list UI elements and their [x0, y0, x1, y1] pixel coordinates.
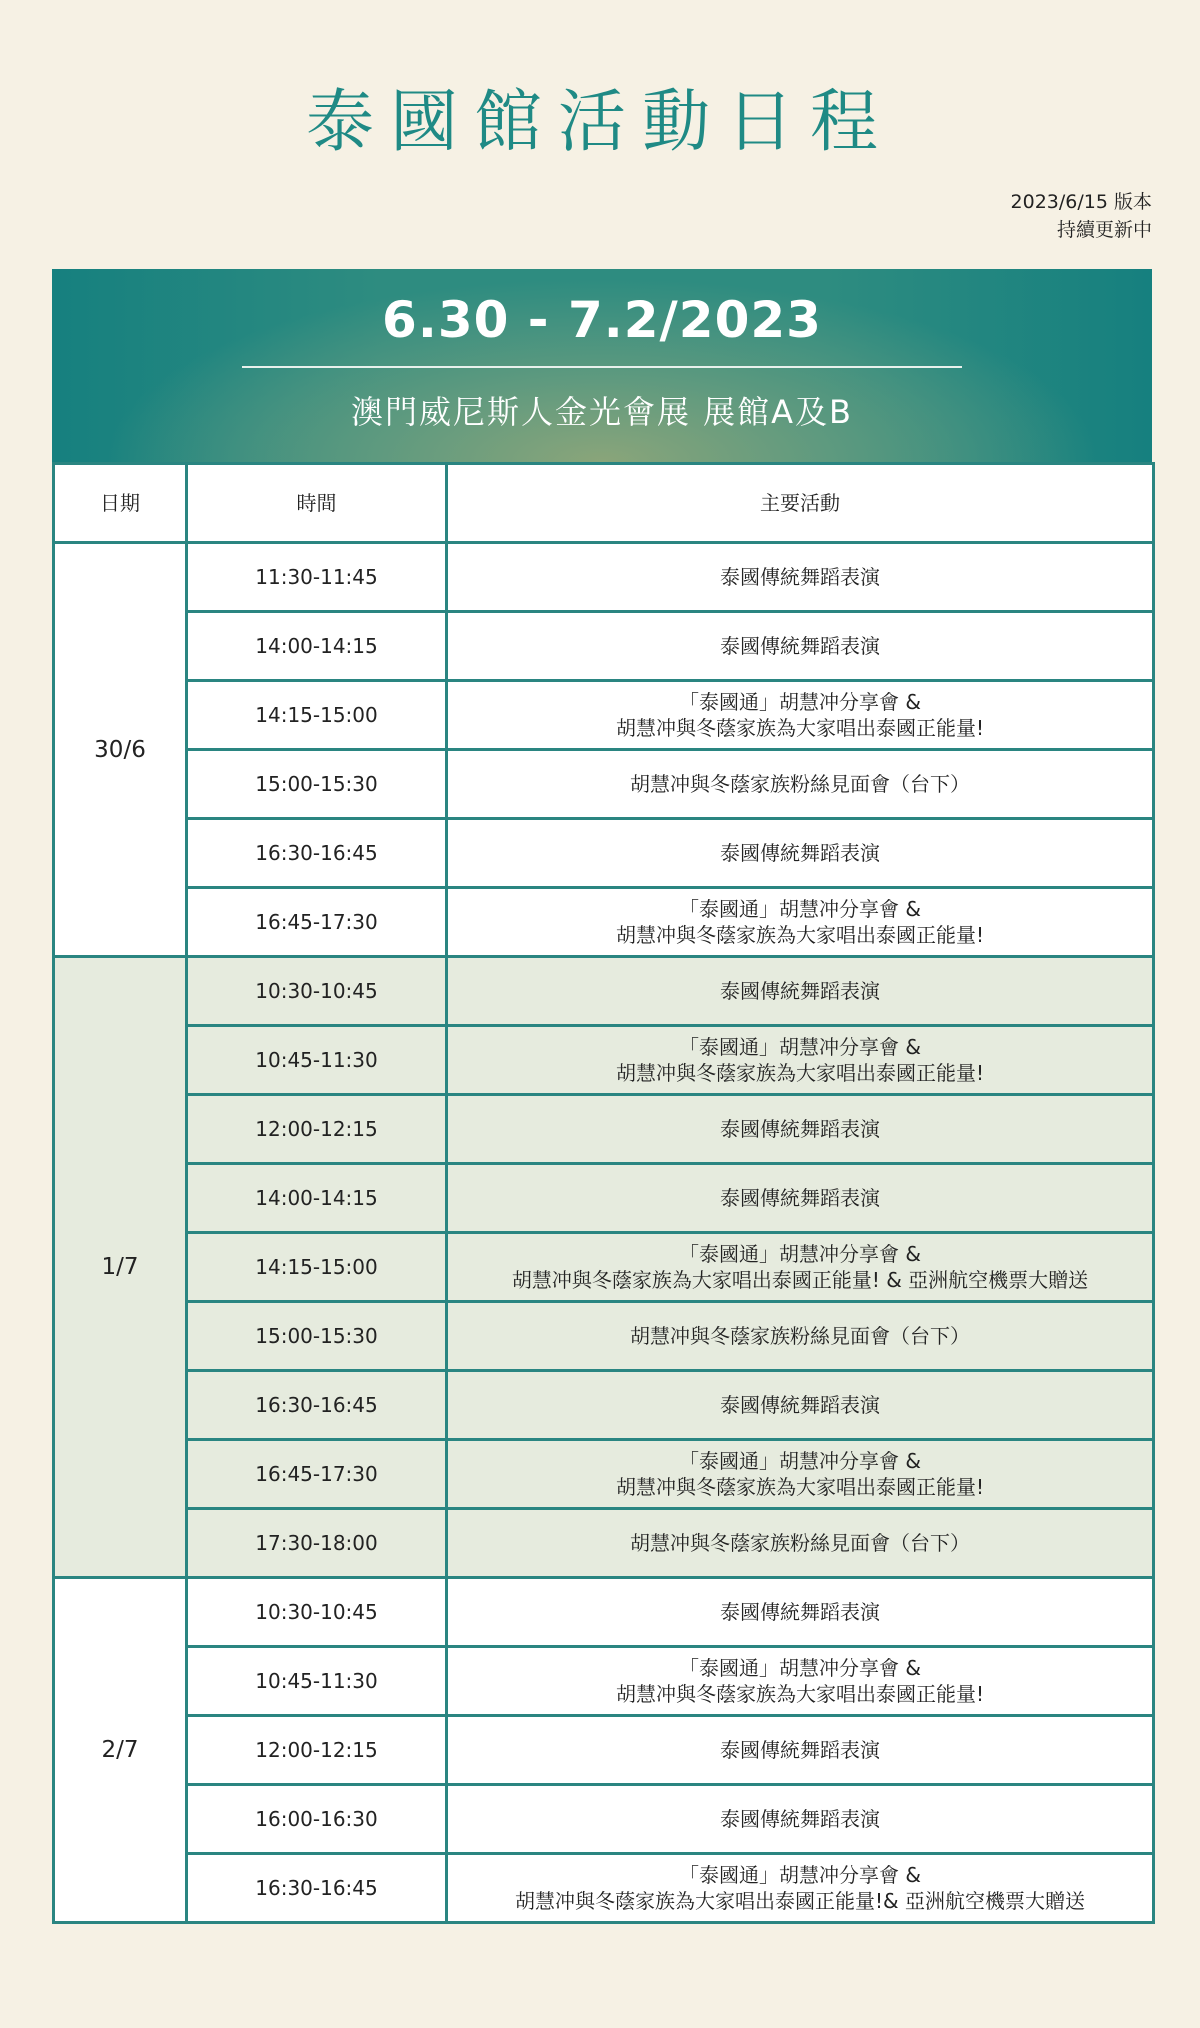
table-row: [54, 750, 1154, 819]
activity-line: 胡慧冲與冬蔭家族為大家唱出泰國正能量! & 亞洲航空機票大贈送: [511, 1268, 1089, 1292]
activity-cell: [447, 1095, 1154, 1164]
activity-line: 泰國傳統舞蹈表演: [720, 1807, 880, 1831]
time-cell: 14:00-14:15: [187, 1164, 447, 1233]
date-cell: 2/7: [54, 1578, 187, 1923]
activity-line: 「泰國通」胡慧冲分享會 &: [679, 1242, 921, 1266]
table-row: [54, 1440, 1154, 1509]
time-cell: 12:00-12:15: [187, 1095, 447, 1164]
table-row: [54, 957, 1154, 1026]
activity-line: 泰國傳統舞蹈表演: [720, 1738, 880, 1762]
activity-line: 胡慧冲與冬蔭家族為大家唱出泰國正能量!: [615, 1061, 985, 1085]
activity-line: 「泰國通」胡慧冲分享會 &: [679, 897, 921, 921]
table-row: [54, 1302, 1154, 1371]
time-cell: 14:15-15:00: [187, 1233, 447, 1302]
date-cell: 30/6: [54, 543, 187, 957]
activity-line: 胡慧冲與冬蔭家族粉絲見面會（台下）: [630, 1324, 970, 1348]
page-title: 泰國館活動日程: [305, 83, 894, 162]
activity-cell: [447, 1233, 1154, 1302]
time-cell: 14:15-15:00: [187, 681, 447, 750]
time-cell: 15:00-15:30: [187, 1302, 447, 1371]
activity-line: 「泰國通」胡慧冲分享會 &: [679, 1863, 921, 1887]
table-row: [54, 1371, 1154, 1440]
activity-cell: [447, 1854, 1154, 1923]
table-row: [54, 819, 1154, 888]
activity-cell: [447, 750, 1154, 819]
activity-cell: [447, 1026, 1154, 1095]
activity-line: 胡慧冲與冬蔭家族為大家唱出泰國正能量!: [615, 1682, 985, 1706]
time-cell: 16:45-17:30: [187, 888, 447, 957]
header-time: 時間: [187, 464, 447, 543]
activity-cell: [447, 957, 1154, 1026]
time-cell: 11:30-11:45: [187, 543, 447, 612]
activity-cell: [447, 1785, 1154, 1854]
activity-cell: [447, 888, 1154, 957]
activity-line: 泰國傳統舞蹈表演: [720, 634, 880, 658]
activity-line: 胡慧冲與冬蔭家族為大家唱出泰國正能量!& 亞洲航空機票大贈送: [515, 1889, 1085, 1913]
event-dates: 6.30 - 7.2/2023: [382, 291, 822, 349]
table-row: [54, 681, 1154, 750]
event-venue: 澳門威尼斯人金光會展 展館A及B: [350, 393, 854, 431]
table-row: [54, 1716, 1154, 1785]
time-cell: 15:00-15:30: [187, 750, 447, 819]
banner-divider: [242, 366, 962, 368]
activity-line: 泰國傳統舞蹈表演: [720, 565, 880, 589]
activity-line: 胡慧冲與冬蔭家族為大家唱出泰國正能量!: [615, 716, 985, 740]
activity-line: 泰國傳統舞蹈表演: [720, 1117, 880, 1141]
time-cell: 10:30-10:45: [187, 1578, 447, 1647]
activity-cell: [447, 1509, 1154, 1578]
activity-line: 泰國傳統舞蹈表演: [720, 1186, 880, 1210]
event-banner: [52, 269, 1152, 462]
activity-line: 「泰國通」胡慧冲分享會 &: [679, 690, 921, 714]
table-row: [54, 1509, 1154, 1578]
table-row: [54, 888, 1154, 957]
activity-cell: [447, 1302, 1154, 1371]
activity-line: 泰國傳統舞蹈表演: [720, 1393, 880, 1417]
version-note: [1011, 188, 1152, 244]
time-cell: 10:45-11:30: [187, 1647, 447, 1716]
time-cell: 12:00-12:15: [187, 1716, 447, 1785]
activity-line: 胡慧冲與冬蔭家族為大家唱出泰國正能量!: [615, 923, 985, 947]
time-cell: 16:30-16:45: [187, 1854, 447, 1923]
activity-line: 泰國傳統舞蹈表演: [720, 841, 880, 865]
time-cell: 16:45-17:30: [187, 1440, 447, 1509]
activity-cell: [447, 1647, 1154, 1716]
activity-line: 「泰國通」胡慧冲分享會 &: [679, 1449, 921, 1473]
activity-line: 胡慧冲與冬蔭家族粉絲見面會（台下）: [630, 1531, 970, 1555]
activity-cell: [447, 681, 1154, 750]
activity-cell: [447, 1578, 1154, 1647]
table-row: [54, 1785, 1154, 1854]
activity-cell: [447, 1164, 1154, 1233]
time-cell: 16:30-16:45: [187, 819, 447, 888]
time-cell: 10:30-10:45: [187, 957, 447, 1026]
table-row: [54, 1854, 1154, 1923]
activity-line: 胡慧冲與冬蔭家族粉絲見面會（台下）: [630, 772, 970, 796]
activity-cell: [447, 1716, 1154, 1785]
time-cell: 17:30-18:00: [187, 1509, 447, 1578]
time-cell: 16:30-16:45: [187, 1371, 447, 1440]
table-row: [54, 1578, 1154, 1647]
header-activity: 主要活動: [447, 464, 1154, 543]
date-cell: 1/7: [54, 957, 187, 1578]
table-row: [54, 543, 1154, 612]
activity-cell: [447, 543, 1154, 612]
update-status: 持續更新中: [1056, 219, 1152, 241]
activity-line: 「泰國通」胡慧冲分享會 &: [679, 1656, 921, 1680]
activity-line: 「泰國通」胡慧冲分享會 &: [679, 1035, 921, 1059]
table-row: [54, 612, 1154, 681]
schedule-body: [54, 543, 1154, 1923]
schedule-table: [52, 462, 1155, 1924]
activity-line: 泰國傳統舞蹈表演: [720, 1600, 880, 1624]
time-cell: 16:00-16:30: [187, 1785, 447, 1854]
time-cell: 10:45-11:30: [187, 1026, 447, 1095]
table-row: [54, 1233, 1154, 1302]
time-cell: 14:00-14:15: [187, 612, 447, 681]
activity-cell: [447, 612, 1154, 681]
table-row: [54, 1647, 1154, 1716]
activity-cell: [447, 819, 1154, 888]
table-row: [54, 1095, 1154, 1164]
table-row: [54, 1026, 1154, 1095]
activity-cell: [447, 1371, 1154, 1440]
schedule-card: [52, 269, 1152, 1924]
table-row: [54, 1164, 1154, 1233]
header-date: 日期: [54, 464, 187, 543]
table-header-row: [54, 464, 1154, 543]
activity-line: 胡慧冲與冬蔭家族為大家唱出泰國正能量!: [615, 1475, 985, 1499]
version-date: 2023/6/15 版本: [1010, 191, 1152, 213]
activity-line: 泰國傳統舞蹈表演: [720, 979, 880, 1003]
activity-cell: [447, 1440, 1154, 1509]
